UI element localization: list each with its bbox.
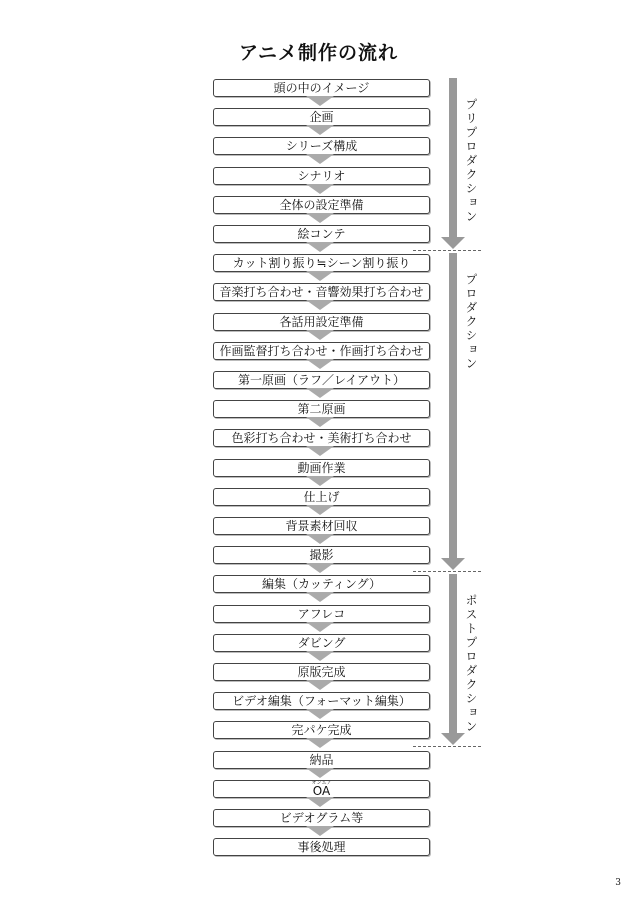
down-arrow-icon [306,446,334,456]
down-arrow-icon [306,651,334,661]
phase-arrow [446,78,460,249]
down-arrow-icon [306,738,334,748]
flow-step: 動画作業 [213,459,430,477]
down-arrow-icon [306,563,334,573]
page-title: アニメ制作の流れ [238,42,399,64]
flow-step: シリーズ構成 [213,137,430,155]
flow-step: 編集（カッティング） [213,575,430,593]
flow-step: 事後処理 [213,838,430,856]
flow-step: 仕上げ [213,488,430,506]
flow-step: カット割り振り≒シーン割り振り [213,254,430,272]
down-arrow-icon [306,154,334,164]
arrow-head-icon [441,558,465,570]
down-arrow-icon [306,184,334,194]
phase-label: ポストプロダクション [464,594,478,735]
down-arrow-icon [306,768,334,778]
flow-step: 各話用設定準備 [213,313,430,331]
phase-arrow-shaft [449,253,457,558]
down-arrow-icon [306,300,334,310]
down-arrow-icon [306,359,334,369]
phase-label: プロダクション [464,273,478,372]
flow-step: 作画監督打ち合わせ・作画打ち合わせ [213,342,430,360]
down-arrow-icon [306,242,334,252]
flow-step: 第一原画（ラフ／レイアウト） [213,371,430,389]
flow-step: 全体の設定準備 [213,196,430,214]
down-arrow-icon [306,622,334,632]
down-arrow-icon [306,797,334,807]
ruby-text: オンエア [311,779,332,786]
flow-step [213,780,430,798]
down-arrow-icon [306,330,334,340]
phase-arrow [446,253,460,570]
flow-step: シナリオ [213,167,430,185]
flow-step: 完パケ完成 [213,721,430,739]
down-arrow-icon [306,826,334,836]
arrow-head-icon [441,733,465,745]
page-number: 3 [615,878,621,888]
flow-step-label: OA [312,783,331,798]
down-arrow-icon [306,388,334,398]
flow-step: 頭の中のイメージ [213,79,430,97]
flow-step: ビデオ編集（フォーマット編集） [213,692,430,710]
flow-step: 背景素材回収 [213,517,430,535]
down-arrow-icon [306,213,334,223]
flow-step: 企画 [213,108,430,126]
phase-arrow-shaft [449,78,457,237]
flow-step: 撮影 [213,546,430,564]
flow-step: 納品 [213,751,430,769]
down-arrow-icon [306,709,334,719]
down-arrow-icon [306,125,334,135]
down-arrow-icon [306,96,334,106]
phase-divider [413,250,481,251]
phase-arrow [446,574,460,745]
flow-step: ビデオグラム等 [213,809,430,827]
phase-arrow-shaft [449,574,457,733]
flow-step: ダビング [213,634,430,652]
down-arrow-icon [306,271,334,281]
phase-divider [413,746,481,747]
phase-label: プリプロダクション [464,98,478,224]
down-arrow-icon [306,592,334,602]
flow-step: 第二原画 [213,400,430,418]
flow-step: 原版完成 [213,663,430,681]
flow-step: アフレコ [213,605,430,623]
phase-divider [413,571,481,572]
down-arrow-icon [306,505,334,515]
down-arrow-icon [306,534,334,544]
down-arrow-icon [306,476,334,486]
flow-step: 色彩打ち合わせ・美術打ち合わせ [213,429,430,447]
flow-step: 音楽打ち合わせ・音響効果打ち合わせ [213,283,430,301]
down-arrow-icon [306,417,334,427]
arrow-head-icon [441,237,465,249]
down-arrow-icon [306,680,334,690]
flow-step: 絵コンテ [213,225,430,243]
